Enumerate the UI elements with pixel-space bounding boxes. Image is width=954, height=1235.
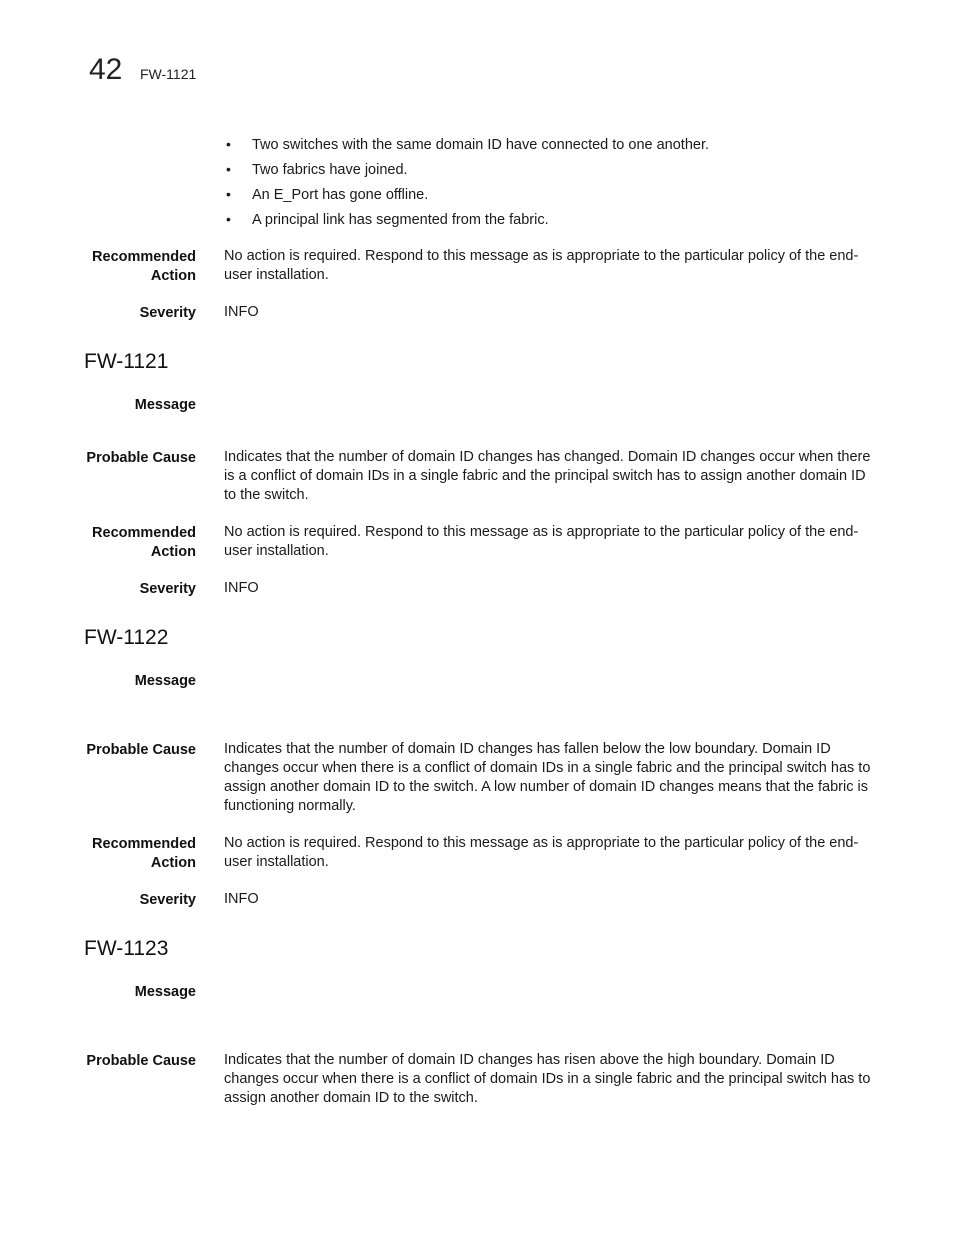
probable-cause-label: Probable Cause xyxy=(86,450,196,466)
label-line: Recommended xyxy=(92,249,196,265)
message-label: Message xyxy=(134,984,196,1000)
message-label: Message xyxy=(134,673,196,689)
probable-cause-label: Probable Cause xyxy=(86,1053,196,1069)
bullet-text: Two switches with the same domain ID have connected to one another. xyxy=(252,137,710,153)
list-item xyxy=(226,210,549,229)
running-head: FW-1121 xyxy=(140,66,197,82)
recommended-action-label xyxy=(56,835,196,873)
probable-cause-text: Indicates that the number of domain ID changes has fallen below the low boundary. Domain ID changes occur when there is a conflict of domain IDs in a single fabric and the principal switch has to assign another domain ID to the switch. A low number of domain ID changes means that the fabric is functioning normally. xyxy=(224,741,871,814)
severity-value: INFO xyxy=(224,580,259,596)
label-line: Action xyxy=(150,855,196,871)
message-label: Message xyxy=(134,397,196,413)
bullet-icon: • xyxy=(226,186,231,202)
severity-label: Severity xyxy=(139,581,196,597)
list-item xyxy=(226,135,709,154)
page-number: 42 xyxy=(89,53,123,86)
list-item xyxy=(226,185,428,204)
section-title: FW-1121 xyxy=(84,350,169,373)
recommended-action-text: No action is required. Respond to this message as is appropriate to the particular policy of the end-user installation. xyxy=(224,524,859,559)
label-line: Recommended xyxy=(92,525,196,541)
bullet-text: An E_Port has gone offline. xyxy=(252,187,429,203)
recommended-action-label xyxy=(56,524,196,562)
section-title: FW-1122 xyxy=(84,626,169,649)
severity-label: Severity xyxy=(139,305,196,321)
recommended-action-text: No action is required. Respond to this message as is appropriate to the particular policy of the end-user installation. xyxy=(224,248,859,283)
severity-label: Severity xyxy=(139,892,196,908)
bullet-icon: • xyxy=(226,136,231,152)
bullet-text: Two fabrics have joined. xyxy=(252,162,408,178)
bullet-text: A principal link has segmented from the fabric. xyxy=(252,212,549,228)
bullet-icon: • xyxy=(226,211,231,227)
probable-cause-text: Indicates that the number of domain ID changes has risen above the high boundary. Domain ID changes occur when there is a conflict of domain IDs in a single fabric and the principal switch has to assign another domain ID to the switch. xyxy=(224,1052,871,1106)
label-line: Recommended xyxy=(92,836,196,852)
bullet-icon: • xyxy=(226,161,231,177)
recommended-action-text: No action is required. Respond to this message as is appropriate to the particular policy of the end-user installation. xyxy=(224,835,859,870)
list-item xyxy=(226,160,408,179)
recommended-action-label xyxy=(56,248,196,286)
severity-value: INFO xyxy=(224,304,259,320)
label-line: Action xyxy=(150,268,196,284)
severity-value: INFO xyxy=(224,891,259,907)
probable-cause-text: Indicates that the number of domain ID changes has changed. Domain ID changes occur when there is a conflict of domain IDs in a single fabric and the principal switch has to assign another domain ID to the switch. xyxy=(224,449,871,503)
label-line: Action xyxy=(150,544,196,560)
section-title: FW-1123 xyxy=(84,937,169,960)
probable-cause-label: Probable Cause xyxy=(86,742,196,758)
